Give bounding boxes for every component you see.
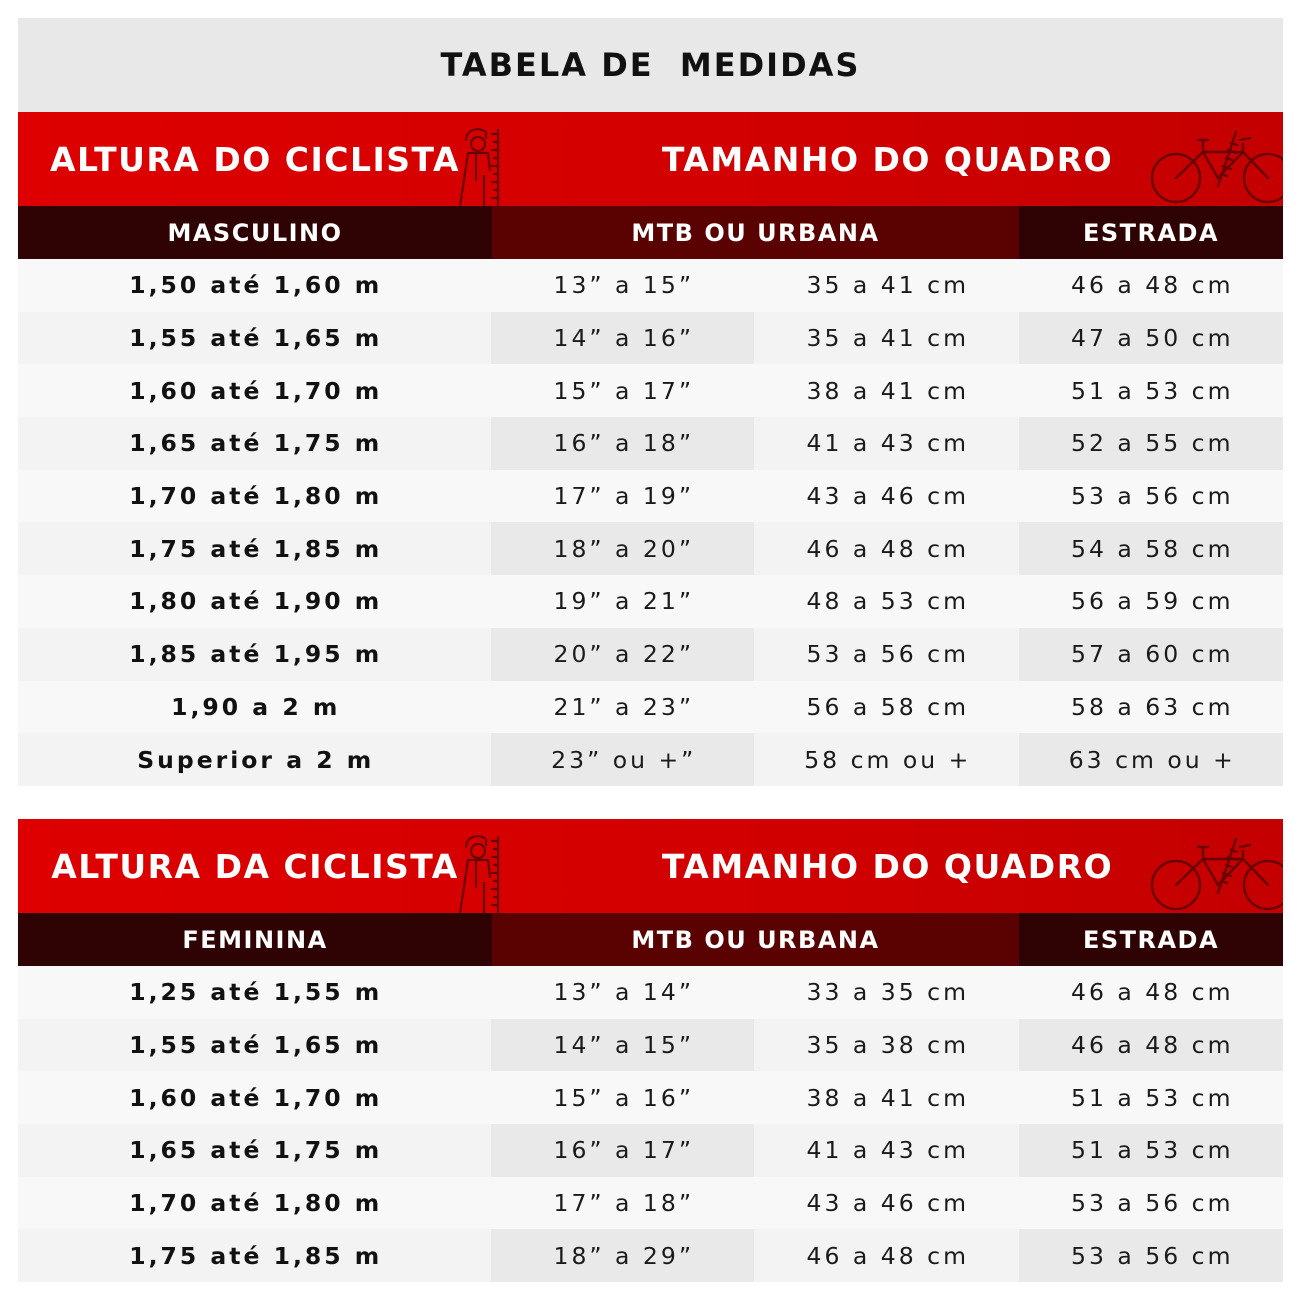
mtb-cm-cell: 35 a 41 cm (754, 259, 1019, 312)
mtb-cm-cell: 35 a 41 cm (754, 312, 1019, 365)
mtb-inch-cell: 14” a 15” (491, 1019, 755, 1072)
mtb-inch-cell: 19” a 21” (491, 575, 755, 628)
mtb-inch-cell: 13” a 14” (491, 966, 755, 1019)
table-row (18, 522, 1283, 575)
table-row (18, 1124, 1283, 1177)
height-cell: 1,70 até 1,80 m (18, 470, 491, 523)
title-bar (18, 18, 1283, 112)
height-cell: 1,50 até 1,60 m (18, 259, 491, 312)
road-cm-cell: 52 a 55 cm (1019, 417, 1284, 470)
female-size-table (18, 819, 1283, 1282)
male-header-left: ALTURA DO CICLISTA (49, 139, 461, 179)
cyclist-ruler-icon (448, 827, 504, 913)
mtb-cm-cell: 38 a 41 cm (754, 1071, 1019, 1124)
road-cm-cell: 54 a 58 cm (1019, 522, 1284, 575)
road-cm-cell: 56 a 59 cm (1019, 575, 1284, 628)
road-cm-cell: 53 a 56 cm (1019, 1177, 1284, 1230)
mtb-cm-cell: 38 a 41 cm (754, 364, 1019, 417)
mtb-cm-cell: 58 cm ou + (754, 733, 1019, 786)
road-cm-cell: 47 a 50 cm (1019, 312, 1284, 365)
height-cell: 1,65 até 1,75 m (18, 1124, 491, 1177)
mtb-cm-cell: 41 a 43 cm (754, 417, 1019, 470)
mtb-inch-cell: 16” a 17” (491, 1124, 755, 1177)
table-row (18, 575, 1283, 628)
mtb-inch-cell: 20” a 22” (491, 628, 755, 681)
road-cm-cell: 51 a 53 cm (1019, 1071, 1284, 1124)
height-cell: 1,80 até 1,90 m (18, 575, 491, 628)
table-row (18, 733, 1283, 786)
table-row (18, 364, 1283, 417)
table-row (18, 1177, 1283, 1230)
male-sub-left: MASCULINO (18, 206, 492, 259)
mtb-cm-cell: 48 a 53 cm (754, 575, 1019, 628)
height-cell: 1,25 até 1,55 m (18, 966, 491, 1019)
road-cm-cell: 51 a 53 cm (1019, 364, 1284, 417)
table-row (18, 966, 1283, 1019)
mtb-cm-cell: 46 a 48 cm (754, 522, 1019, 575)
height-cell: 1,70 até 1,80 m (18, 1177, 491, 1230)
road-cm-cell: 53 a 56 cm (1019, 1229, 1284, 1282)
height-cell: 1,60 até 1,70 m (18, 364, 491, 417)
page-title: TABELA DE MEDIDAS (440, 46, 861, 84)
table-row (18, 312, 1283, 365)
female-red-header (18, 819, 1283, 913)
height-cell: 1,75 até 1,85 m (18, 1229, 491, 1282)
mtb-cm-cell: 46 a 48 cm (754, 1229, 1019, 1282)
male-table-body (18, 259, 1283, 786)
mtb-inch-cell: 17” a 18” (491, 1177, 755, 1230)
mtb-cm-cell: 35 a 38 cm (754, 1019, 1019, 1072)
female-header-left: ALTURA DA CICLISTA (51, 846, 459, 886)
height-cell: 1,85 até 1,95 m (18, 628, 491, 681)
mtb-inch-cell: 15” a 17” (491, 364, 755, 417)
mtb-inch-cell: 15” a 16” (491, 1071, 755, 1124)
road-cm-cell: 53 a 56 cm (1019, 470, 1284, 523)
table-row (18, 1019, 1283, 1072)
male-header-right: TAMANHO DO QUADRO (661, 139, 1114, 179)
male-subheader (18, 206, 1283, 259)
bike-ruler-icon (1148, 122, 1283, 206)
height-cell: 1,55 até 1,65 m (18, 1019, 491, 1072)
female-subheader (18, 913, 1283, 966)
male-sub-right: ESTRADA (1019, 206, 1283, 259)
mtb-cm-cell: 56 a 58 cm (754, 681, 1019, 734)
table-row (18, 628, 1283, 681)
mtb-cm-cell: 41 a 43 cm (754, 1124, 1019, 1177)
road-cm-cell: 46 a 48 cm (1019, 966, 1284, 1019)
table-row (18, 681, 1283, 734)
table-row (18, 1071, 1283, 1124)
mtb-inch-cell: 16” a 18” (491, 417, 755, 470)
mtb-cm-cell: 33 a 35 cm (754, 966, 1019, 1019)
mtb-cm-cell: 43 a 46 cm (754, 470, 1019, 523)
male-sub-mid: MTB OU URBANA (492, 206, 1019, 259)
height-cell: 1,90 a 2 m (18, 681, 491, 734)
road-cm-cell: 57 a 60 cm (1019, 628, 1284, 681)
road-cm-cell: 63 cm ou + (1019, 733, 1284, 786)
female-sub-right: ESTRADA (1019, 913, 1283, 966)
height-cell: 1,60 até 1,70 m (18, 1071, 491, 1124)
table-row (18, 259, 1283, 312)
road-cm-cell: 46 a 48 cm (1019, 259, 1284, 312)
road-cm-cell: 51 a 53 cm (1019, 1124, 1284, 1177)
female-sub-mid: MTB OU URBANA (492, 913, 1019, 966)
female-sub-left: FEMININA (18, 913, 492, 966)
female-header-right: TAMANHO DO QUADRO (661, 846, 1114, 886)
mtb-cm-cell: 53 a 56 cm (754, 628, 1019, 681)
mtb-inch-cell: 18” a 29” (491, 1229, 755, 1282)
male-size-table (18, 112, 1283, 786)
mtb-cm-cell: 43 a 46 cm (754, 1177, 1019, 1230)
table-row (18, 1229, 1283, 1282)
height-cell: Superior a 2 m (18, 733, 491, 786)
bike-ruler-icon (1148, 829, 1283, 913)
mtb-inch-cell: 21” a 23” (491, 681, 755, 734)
mtb-inch-cell: 13” a 15” (491, 259, 755, 312)
height-cell: 1,75 até 1,85 m (18, 522, 491, 575)
height-cell: 1,65 até 1,75 m (18, 417, 491, 470)
height-cell: 1,55 até 1,65 m (18, 312, 491, 365)
mtb-inch-cell: 18” a 20” (491, 522, 755, 575)
road-cm-cell: 46 a 48 cm (1019, 1019, 1284, 1072)
table-row (18, 417, 1283, 470)
mtb-inch-cell: 17” a 19” (491, 470, 755, 523)
mtb-inch-cell: 14” a 16” (491, 312, 755, 365)
mtb-inch-cell: 23” ou +” (491, 733, 755, 786)
male-red-header (18, 112, 1283, 206)
table-row (18, 470, 1283, 523)
female-table-body (18, 966, 1283, 1282)
cyclist-ruler-icon (448, 120, 504, 206)
road-cm-cell: 58 a 63 cm (1019, 681, 1284, 734)
